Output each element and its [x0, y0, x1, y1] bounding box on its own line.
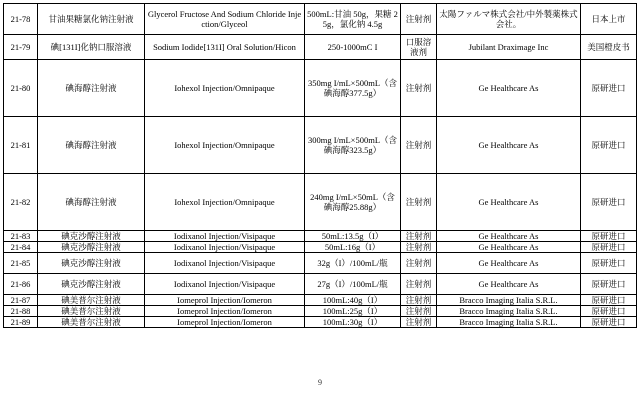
chinese-drug-name: 碘美普尔注射液: [38, 306, 145, 317]
specification: 27g（I）/100mL/瓶: [305, 274, 401, 295]
chinese-drug-name: 碘克沙醇注射液: [38, 231, 145, 242]
english-drug-name: Iomeprol Injection/Iomeron: [145, 317, 305, 328]
specification: 100mL:30g（I）: [305, 317, 401, 328]
table-row: [4, 4, 637, 35]
holder-company: Ge Healthcare As: [437, 174, 581, 231]
holder-company: 太陽ファルマ株式会社/中外製薬株式会社。: [437, 4, 581, 35]
dosage-form: 注射剂: [401, 117, 437, 174]
english-drug-name: Iohexol Injection/Omnipaque: [145, 117, 305, 174]
table-row: [4, 242, 637, 253]
drug-list-table: [3, 3, 637, 328]
chinese-drug-name: 碘海醇注射液: [38, 174, 145, 231]
english-drug-name: Iomeprol Injection/Iomeron: [145, 306, 305, 317]
specification: 50mL:16g（I）: [305, 242, 401, 253]
row-number: 21-79: [4, 35, 38, 60]
row-number: 21-81: [4, 117, 38, 174]
english-drug-name: Iomeprol Injection/Iomeron: [145, 295, 305, 306]
holder-company: Ge Healthcare As: [437, 253, 581, 274]
holder-company: Jubilant Draximage Inc: [437, 35, 581, 60]
holder-company: Ge Healthcare As: [437, 242, 581, 253]
specification: 50mL:13.5g（I）: [305, 231, 401, 242]
source-note: 原研进口: [581, 174, 637, 231]
source-note: 日本上市: [581, 4, 637, 35]
dosage-form: 注射剂: [401, 60, 437, 117]
specification: 240mg I/mL×50mL（含碘海醇25.88g）: [305, 174, 401, 231]
dosage-form: 注射剂: [401, 242, 437, 253]
table-row: [4, 306, 637, 317]
dosage-form: 口服溶液剂: [401, 35, 437, 60]
chinese-drug-name: 甘油果糖氯化钠注射液: [38, 4, 145, 35]
specification: 32g（I）/100mL/瓶: [305, 253, 401, 274]
holder-company: Bracco Imaging Italia S.R.L.: [437, 317, 581, 328]
row-number: 21-86: [4, 274, 38, 295]
specification: 100mL:40g（I）: [305, 295, 401, 306]
chinese-drug-name: 碘海醇注射液: [38, 60, 145, 117]
english-drug-name: Iohexol Injection/Omnipaque: [145, 174, 305, 231]
source-note: 原研进口: [581, 295, 637, 306]
chinese-drug-name: 碘克沙醇注射液: [38, 274, 145, 295]
chinese-drug-name: 碘美普尔注射液: [38, 295, 145, 306]
chinese-drug-name: 碘[131I]化钠口服溶液: [38, 35, 145, 60]
source-note: 原研进口: [581, 242, 637, 253]
chinese-drug-name: 碘海醇注射液: [38, 117, 145, 174]
english-drug-name: Sodium Iodide[131I] Oral Solution/Hicon: [145, 35, 305, 60]
english-drug-name: Iohexol Injection/Omnipaque: [145, 60, 305, 117]
dosage-form: 注射剂: [401, 306, 437, 317]
table-row: [4, 317, 637, 328]
dosage-form: 注射剂: [401, 231, 437, 242]
row-number: 21-80: [4, 60, 38, 117]
english-drug-name: Iodixanol Injection/Visipaque: [145, 274, 305, 295]
specification: 100mL:25g（I）: [305, 306, 401, 317]
source-note: 原研进口: [581, 274, 637, 295]
english-drug-name: Glycerol Fructose And Sodium Chloride Injection/Glyceol: [145, 4, 305, 35]
source-note: 原研进口: [581, 253, 637, 274]
chinese-drug-name: 碘美普尔注射液: [38, 317, 145, 328]
specification: 350mg I/mL×500mL（含碘海醇377.5g）: [305, 60, 401, 117]
chinese-drug-name: 碘克沙醇注射液: [38, 242, 145, 253]
holder-company: Bracco Imaging Italia S.R.L.: [437, 295, 581, 306]
table-row: [4, 174, 637, 231]
dosage-form: 注射剂: [401, 317, 437, 328]
row-number: 21-82: [4, 174, 38, 231]
dosage-form: 注射剂: [401, 4, 437, 35]
row-number: 21-84: [4, 242, 38, 253]
table-row: [4, 60, 637, 117]
page-number: 9: [318, 378, 322, 387]
dosage-form: 注射剂: [401, 274, 437, 295]
source-note: 原研进口: [581, 306, 637, 317]
source-note: 原研进口: [581, 231, 637, 242]
source-note: 美国橙皮书: [581, 35, 637, 60]
row-number: 21-89: [4, 317, 38, 328]
table-row: [4, 253, 637, 274]
table-row: [4, 295, 637, 306]
english-drug-name: Iodixanol Injection/Visipaque: [145, 253, 305, 274]
english-drug-name: Iodixanol Injection/Visipaque: [145, 242, 305, 253]
table-row: [4, 274, 637, 295]
row-number: 21-87: [4, 295, 38, 306]
source-note: 原研进口: [581, 60, 637, 117]
holder-company: Ge Healthcare As: [437, 117, 581, 174]
english-drug-name: Iodixanol Injection/Visipaque: [145, 231, 305, 242]
source-note: 原研进口: [581, 117, 637, 174]
source-note: 原研进口: [581, 317, 637, 328]
table-row: [4, 35, 637, 60]
holder-company: Ge Healthcare As: [437, 274, 581, 295]
row-number: 21-83: [4, 231, 38, 242]
table-row: [4, 117, 637, 174]
chinese-drug-name: 碘克沙醇注射液: [38, 253, 145, 274]
row-number: 21-85: [4, 253, 38, 274]
table-row: [4, 231, 637, 242]
holder-company: Ge Healthcare As: [437, 60, 581, 117]
holder-company: Ge Healthcare As: [437, 231, 581, 242]
row-number: 21-88: [4, 306, 38, 317]
specification: 500mL:甘油 50g，果糖 25g，氯化钠 4.5g: [305, 4, 401, 35]
specification: 250-1000mC I: [305, 35, 401, 60]
dosage-form: 注射剂: [401, 253, 437, 274]
holder-company: Bracco Imaging Italia S.R.L.: [437, 306, 581, 317]
specification: 300mg I/mL×500mL（含碘海醇323.5g）: [305, 117, 401, 174]
dosage-form: 注射剂: [401, 174, 437, 231]
row-number: 21-78: [4, 4, 38, 35]
dosage-form: 注射剂: [401, 295, 437, 306]
